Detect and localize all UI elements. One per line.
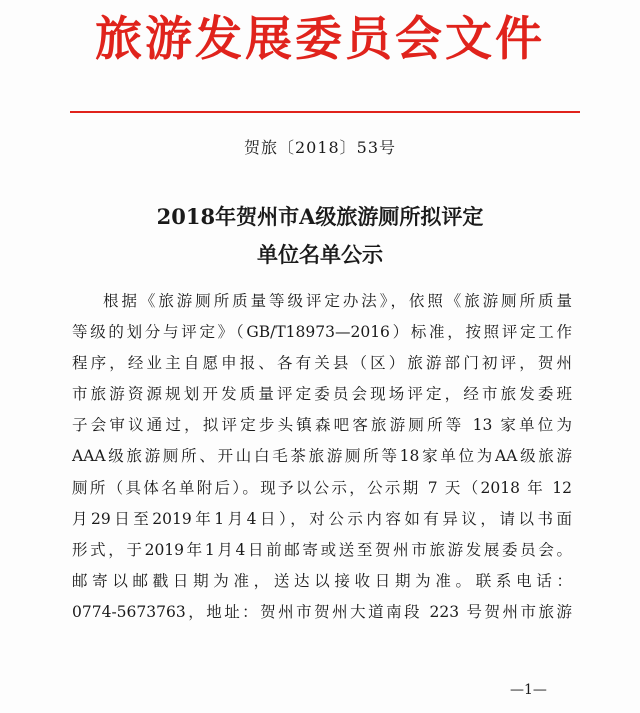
body-line: 月29日至2019年1月4日），对公示内容如有异议，请以书面 (72, 509, 572, 528)
body-line: 程序，经业主自愿申报、各有关县（区）旅游部门初评，贺州 (72, 354, 572, 373)
body-line: 厕所（具体名单附后）。现予以公示，公示期 7 天（2018 年 12 (72, 478, 572, 497)
body-line: AAA级旅游厕所、开山白毛茶旅游厕所等18家单位为AA级旅游 (72, 447, 572, 466)
body-line: 形式，于2019年1月4日前邮寄或送至贺州市旅游发展委员会。 (72, 540, 572, 559)
body-line: 根据《旅游厕所质量等级评定办法》，依照《旅游厕所质量 (103, 292, 572, 310)
body-line: 0774-5673763，地址：贺州市贺州大道南段 223 号贺州市旅游 (72, 602, 572, 621)
header-rule (70, 111, 580, 113)
document-header: 旅游发展委员会文件 (95, 12, 545, 67)
body-line: 子会审议通过，拟评定步头镇森吧客旅游厕所等 13 家单位为 (72, 416, 572, 435)
page-number: —1— (510, 682, 547, 698)
title-line: 单位名单公示 (257, 242, 383, 267)
body-paragraph (72, 286, 572, 628)
body-line: 市旅游资源规划开发质量评定委员会现场评定，经市旅发委班 (72, 385, 572, 404)
body-line: 等级的划分与评定》（GB/T18973—2016）标准，按照评定工作 (72, 323, 572, 342)
document-number: 贺旅〔2018〕53号 (243, 138, 397, 157)
title-line: 2018年贺州市A级旅游厕所拟评定 (156, 204, 484, 229)
body-line: 邮寄以邮戳日期为准，送达以接收日期为准。联系电话： (72, 571, 572, 590)
document-title (0, 198, 640, 274)
